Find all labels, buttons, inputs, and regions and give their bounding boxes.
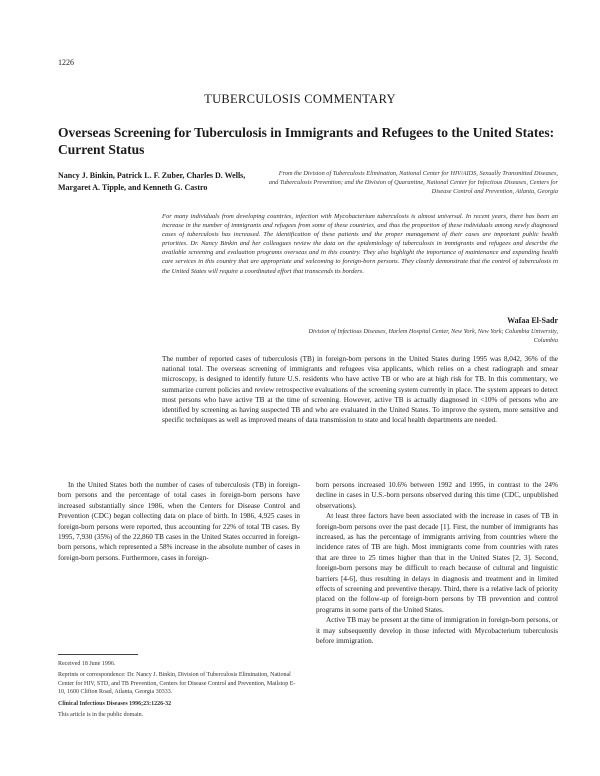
article-summary: The number of reported cases of tuberculosis (TB) in foreign-born persons in the United States during 1995 was 8,042, 36% of the national total. The overseas screening of immigrants and refugees visa applicants, which relies on a chest radiograph and smear microscopy, is designed to identify future U.S. residents who have active TB or who are at high risk for TB. In this commentary, we summarize current policies and review retrospective evaluations of the screening system currently in place. The system appears to detect most persons who have active TB at the time of screening. However, active TB is actually diagnosed in <10% of persons who are identified by screening as having suspected TB and who are evaluated in the United States. To improve the system, more sensitive and specific techniques as well as improved means of data transmission to state and local health departments are needed. xyxy=(162,355,558,425)
author-affiliations: From the Division of Tuberculosis Elimination, National Center for HIV/AIDS, Sexually Transmitted Diseases, and Tuberculosis Prevention; and the Division of Quarantine, National Center for Infectious Diseases, Centers for Disease Control and Prevention, Atlanta, Georgia xyxy=(268,170,558,195)
footnote-public-domain: This article is in the public domain. xyxy=(58,712,144,719)
editorial-note: For many individuals from developing countries, infection with Mycobacterium tuberculosis is almost universal. In recent years, there has been an increase in the number of immigrants and refugees from some of these countries, and thus the proportion of these individuals among newly diagnosed cases of tuberculosis has increased. The identification of these patients and the proper management of their cases are important public health priorities. Dr. Nancy Binkin and her colleagues review the data on the epidemiology of tuberculosis in immigrants and refugees and describe the available screening and evaluation programs overseas and in this country. They also highlight the importance of maintenance and expanding health care services in this country that are appropriate and welcoming to foreign-born persons. They clearly demonstrate that the control of tuberculosis in the United States will require a coordinated effort that transcends its borders. xyxy=(162,213,558,275)
footnote-divider xyxy=(58,654,138,655)
footnote-citation: Clinical Infectious Diseases 1996;23:1226-32 xyxy=(58,700,172,707)
article-title: Overseas Screening for Tuberculosis in Immigrants and Refugees to the United States: Current Status xyxy=(58,125,555,157)
editor-name: Wafaa El-Sadr xyxy=(507,316,558,325)
editor-affiliation: Division of Infectious Diseases, Harlem Hospital Center, New York, New York; Columbia University, Columbia xyxy=(308,328,558,344)
body-paragraph: Active TB may be present at the time of immigration in foreign-born persons, or it may subsequently develop in those infected with Mycobacterium tuberculosis before immigration. xyxy=(316,616,558,646)
author-list: Nancy J. Binkin, Patrick L. F. Zuber, Charles D. Wells, Margaret A. Tipple, and Kenneth G. Castro xyxy=(58,171,246,192)
body-column-right xyxy=(316,480,558,647)
footnotes xyxy=(58,660,300,722)
body-column-left xyxy=(58,480,300,563)
body-paragraph: At least three factors have been associated with the increase in cases of TB in foreign-born persons over the past decade [1]. First, the number of immigrants has increased, as has the percentage of immigrants arriving from countries where the incidence rates of TB are high. Most immigrants come from countries with rates that are three to 25 times higher than that in the United States [2, 3]. Second, foreign-born persons may be difficult to reach because of cultural and linguistic barriers [4-6], thus resulting in delays in diagnosis and treatment and in limited effects of screening and preventive therapy. Third, there is a relative lack of priority placed on the follow-up of foreign-born persons by TB prevention and control programs in some parts of the United States. xyxy=(316,512,558,614)
body-paragraph: In the United States both the number of cases of tuberculosis (TB) in foreign-born persons and the percentage of total cases in foreign-born persons have increased substantially since 1986, when the Centers for Disease Control and Prevention (CDC) began collecting data on place of birth. In 1986, 4,925 cases in foreign-born persons were reported, thus accounting for 22% of total TB cases. By 1995, 7,930 (35%) of the 22,860 TB cases in the United States occurred in foreign-born persons, which represented a 58% increase in the absolute number of cases in foreign-born persons. Furthermore, cases in foreign- xyxy=(58,481,300,562)
footnote-received: Received 18 June 1996. xyxy=(58,661,116,667)
section-header: TUBERCULOSIS COMMENTARY xyxy=(204,92,396,106)
footnote-correspondence: Reprints or correspondence: Dr. Nancy J. Binkin, Division of Tuberculosis Elimination, National Center for HIV, STD, and TB Prevention, Centers for Disease Control and Prevention, Mailstop E-10, 1600 Clifton Road, Atlanta, Georgia 30333. xyxy=(58,672,296,696)
page-number: 1226 xyxy=(58,58,74,67)
body-paragraph: born persons increased 10.6% between 1992 and 1995, in contrast to the 24% decline in cases in U.S.-born persons observed during this time (CDC, unpublished observations). xyxy=(316,481,558,510)
